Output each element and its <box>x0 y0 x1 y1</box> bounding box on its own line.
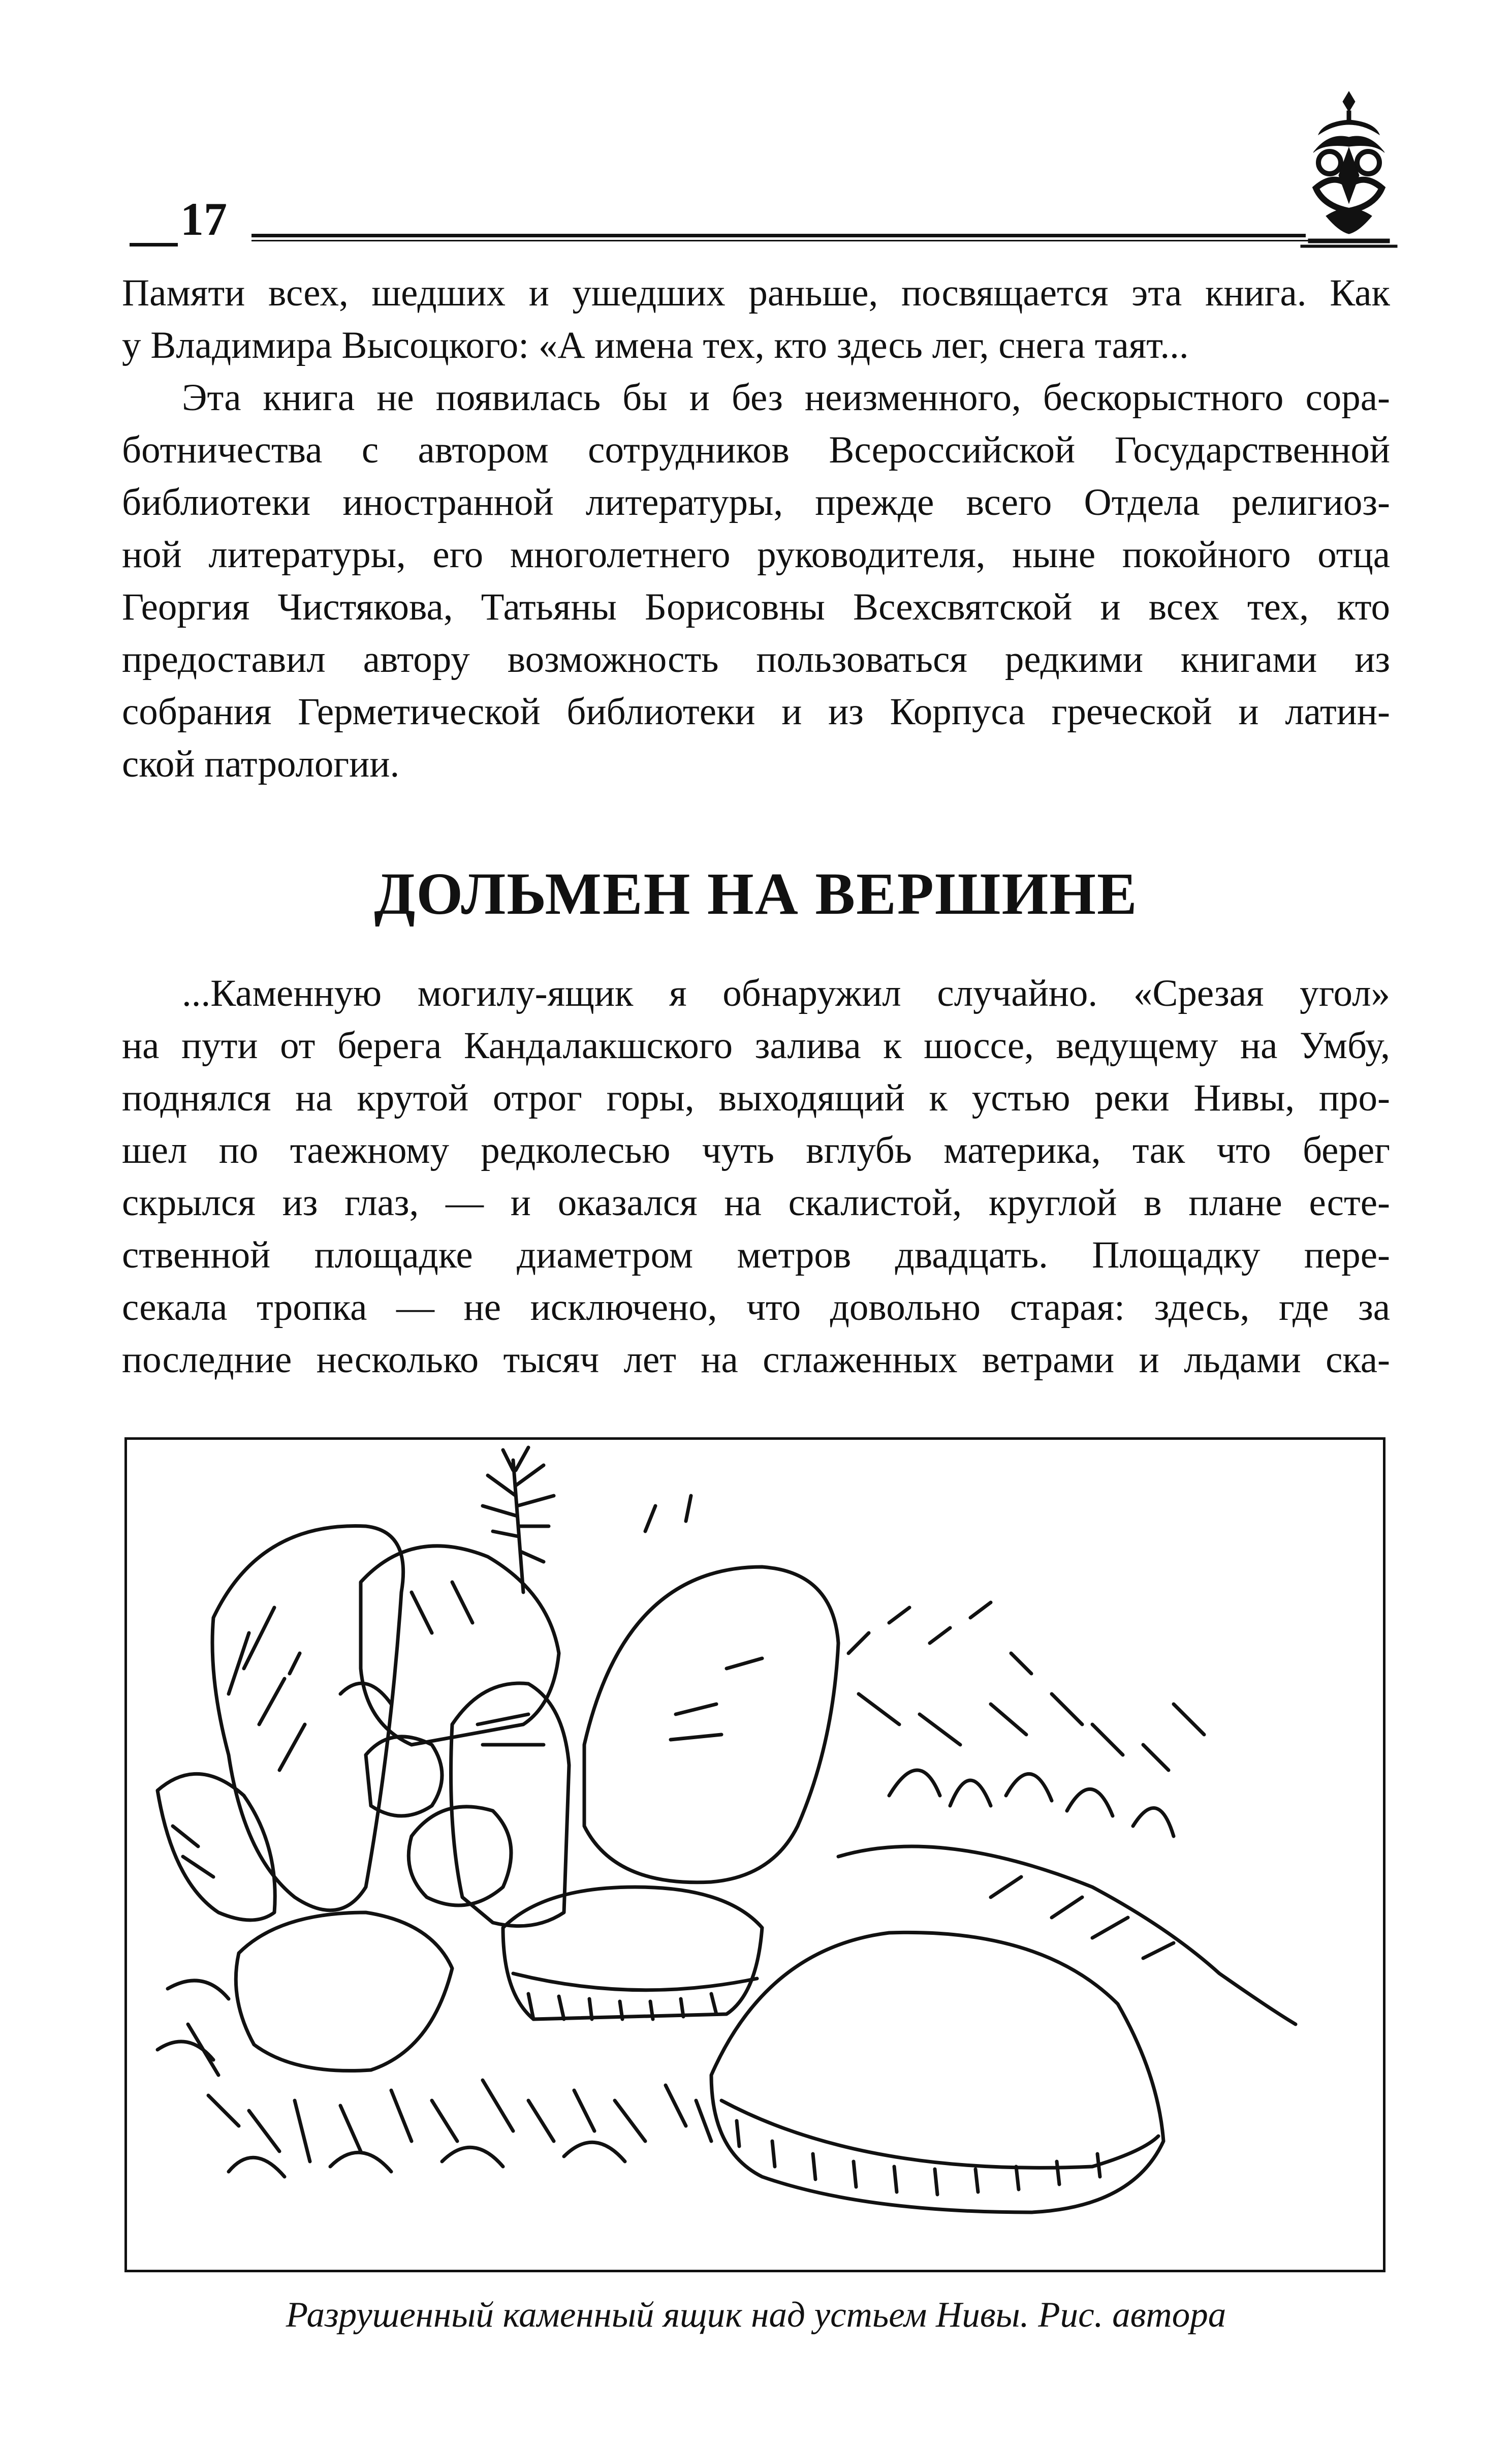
header-rule-thin <box>251 240 1359 241</box>
paragraph-acknowledgements <box>122 372 1390 790</box>
text-line: ботничества с автором сотрудников Всероссийской Государственной <box>122 429 1390 471</box>
paragraph-dolmen <box>122 967 1390 1386</box>
figure-illustration <box>124 1437 1385 2272</box>
text-line: у Владимира Высоцкого: «А имена тех, кто здесь лег, снега таят... <box>122 324 1189 366</box>
text-line: Памяти всех, шедших и ушедших раньше, посвящается эта книга. Как <box>122 272 1390 314</box>
header-rule-left <box>130 243 178 246</box>
text-line: поднялся на крутой отрог горы, выходящий к устью реки Нивы, про- <box>122 1077 1390 1119</box>
text-line: скрылся из глаз, — и оказался на скалистой, круглой в плане есте- <box>122 1182 1390 1224</box>
text-line: Эта книга не появилась бы и без неизменного, бескорыстного сора- <box>182 377 1390 419</box>
text-line: на пути от берега Кандалакшского залива к шоссе, ведущему на Умбу, <box>122 1025 1390 1067</box>
plant-sketch <box>483 1447 554 1592</box>
stone-boulder <box>366 1737 442 1816</box>
text-line: последние несколько тысяч лет на сглаженных ветрами и льдами ска- <box>122 1339 1390 1381</box>
section-title: ДОЛЬМЕН НА ВЕРШИНЕ <box>374 860 1138 927</box>
text-line: ственной площадке диаметром метров двадцать. Площадку пере- <box>122 1234 1390 1276</box>
ornament-icon <box>1298 86 1400 254</box>
figure-caption: Разрушенный каменный ящик над устьем Нивы. Рис. автора <box>286 2295 1226 2335</box>
paragraph-dedication <box>122 267 1390 372</box>
text-line: ской патрологии. <box>122 743 400 785</box>
stone-front-right <box>711 1932 1163 2212</box>
text-line: собрания Герметической библиотеки и из Корпуса греческой и латин- <box>122 691 1390 733</box>
text-line: ной литературы, его многолетнего руководителя, ныне покойного отца <box>122 534 1390 576</box>
text-line: Георгия Чистякова, Татьяны Борисовны Всехсвятской и всех тех, кто <box>122 586 1390 628</box>
stone-front-left <box>236 1912 452 2071</box>
text-line: библиотеки иностранной литературы, прежде всего Отдела религиоз- <box>122 481 1390 523</box>
stone-right-large <box>584 1567 838 1882</box>
text-line: ...Каменную могилу-ящик я обнаружил случайно. «Срезая угол» <box>182 972 1390 1014</box>
grass-sketch <box>848 1602 1204 1770</box>
stones-drawing <box>127 1440 1383 2270</box>
stone-left-tall <box>212 1526 403 1910</box>
text-line: предоставил автору возможность пользоваться редкими книгами из <box>122 638 1390 681</box>
text-line: шел по таежному редколесью чуть вглубь материка, так что берег <box>122 1129 1390 1171</box>
header-rule <box>251 234 1306 237</box>
page-number: 17 <box>180 193 227 245</box>
text-line: секала тропка — не исключено, что довольно старая: здесь, где за <box>122 1286 1390 1329</box>
ground-sketch <box>188 2024 711 2161</box>
stone-flat-center <box>503 1887 762 2019</box>
